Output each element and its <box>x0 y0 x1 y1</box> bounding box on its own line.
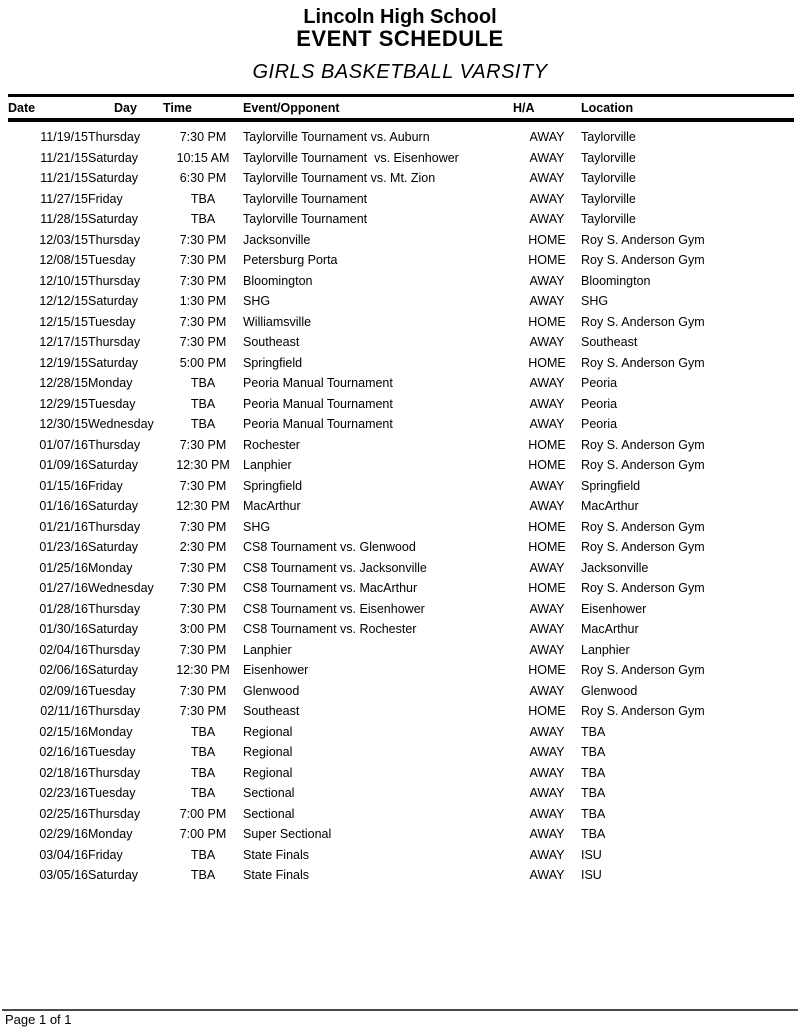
cell-ha: AWAY <box>529 130 565 145</box>
cell-time: 7:30 PM <box>179 273 227 288</box>
cell-event: Glenwood <box>243 683 300 698</box>
cell-location: Eisenhower <box>581 601 647 616</box>
cell-day: Tuesday <box>88 314 136 329</box>
cell-ha: AWAY <box>529 560 565 575</box>
cell-location: TBA <box>581 827 606 842</box>
cell-location: Roy S. Anderson Gym <box>581 437 705 452</box>
cell-time: 12:30 PM <box>176 458 230 473</box>
table-row <box>8 763 794 784</box>
cell-event: Lanphier <box>243 458 292 473</box>
cell-day: Thursday <box>88 335 141 350</box>
cell-location: Roy S. Anderson Gym <box>581 519 705 534</box>
cell-time: 7:30 PM <box>179 314 227 329</box>
cell-location: Roy S. Anderson Gym <box>581 232 705 247</box>
cell-day: Thursday <box>88 273 141 288</box>
cell-ha: AWAY <box>529 847 565 862</box>
cell-location: Glenwood <box>581 683 638 698</box>
cell-day: Tuesday <box>88 683 136 698</box>
cell-day: Thursday <box>88 765 141 780</box>
cell-date: 02/29/16 <box>39 827 88 842</box>
table-row <box>8 189 794 210</box>
cell-location: Bloomington <box>581 273 651 288</box>
cell-ha: AWAY <box>529 601 565 616</box>
cell-day: Thursday <box>88 704 141 719</box>
school-name: Lincoln High School <box>303 6 497 28</box>
cell-time: 7:30 PM <box>179 130 227 145</box>
table-row <box>8 742 794 763</box>
table-row <box>8 394 794 415</box>
cell-day: Saturday <box>88 458 139 473</box>
cell-ha: AWAY <box>529 191 565 206</box>
cell-day: Tuesday <box>88 786 136 801</box>
cell-time: 7:00 PM <box>179 806 227 821</box>
cell-location: Jacksonville <box>581 560 649 575</box>
cell-time: TBA <box>190 745 216 760</box>
page-number: Page 1 of 1 <box>5 1012 72 1027</box>
cell-date: 03/04/16 <box>39 847 88 862</box>
cell-location: ISU <box>581 868 602 883</box>
cell-ha: HOME <box>528 458 566 473</box>
cell-event: Jacksonville <box>243 232 311 247</box>
cell-date: 02/11/16 <box>40 704 88 719</box>
page-header <box>0 6 800 83</box>
cell-event: Springfield <box>243 355 303 370</box>
cell-day: Thursday <box>88 232 141 247</box>
cell-date: 01/09/16 <box>39 458 88 473</box>
cell-date: 01/07/16 <box>39 437 88 452</box>
cell-day: Thursday <box>88 601 141 616</box>
cell-time: TBA <box>190 212 216 227</box>
cell-time: 5:00 PM <box>179 355 227 370</box>
cell-ha: AWAY <box>529 171 565 186</box>
cell-ha: AWAY <box>529 499 565 514</box>
cell-date: 12/12/15 <box>39 294 88 309</box>
column-header-location: Location <box>581 96 794 121</box>
cell-date: 01/23/16 <box>39 540 88 555</box>
cell-date: 03/05/16 <box>39 868 88 883</box>
cell-time: TBA <box>190 191 216 206</box>
page-footer <box>0 1009 800 1027</box>
cell-day: Monday <box>88 560 133 575</box>
cell-day: Thursday <box>88 519 141 534</box>
cell-date: 11/21/15 <box>40 150 88 165</box>
cell-day: Saturday <box>88 171 139 186</box>
cell-date: 12/19/15 <box>39 355 88 370</box>
cell-time: 7:30 PM <box>179 704 227 719</box>
table-row <box>8 804 794 825</box>
cell-date: 12/29/15 <box>39 396 88 411</box>
table-row <box>8 414 794 435</box>
cell-event: Taylorville Tournament vs. Mt. Zion <box>243 171 436 186</box>
cell-date: 01/25/16 <box>39 560 88 575</box>
cell-day: Wednesday <box>88 581 154 596</box>
cell-location: Roy S. Anderson Gym <box>581 663 705 678</box>
cell-ha: AWAY <box>529 273 565 288</box>
cell-event: Sectional <box>243 786 295 801</box>
table-header-row <box>8 96 794 121</box>
cell-location: Taylorville <box>581 150 636 165</box>
cell-ha: HOME <box>528 232 566 247</box>
column-header-day: Day <box>88 96 163 121</box>
cell-time: 12:30 PM <box>176 499 230 514</box>
cell-day: Saturday <box>88 212 139 227</box>
cell-date: 02/06/16 <box>39 663 88 678</box>
table-row <box>8 824 794 845</box>
cell-date: 01/16/16 <box>39 499 88 514</box>
cell-location: Taylorville <box>581 191 636 206</box>
cell-day: Monday <box>88 827 133 842</box>
table-row <box>8 517 794 538</box>
cell-ha: HOME <box>528 581 566 596</box>
table-row <box>8 271 794 292</box>
table-row <box>8 537 794 558</box>
cell-event: CS8 Tournament vs. MacArthur <box>243 581 418 596</box>
cell-event: Lanphier <box>243 642 292 657</box>
cell-date: 12/17/15 <box>39 335 88 350</box>
cell-ha: AWAY <box>529 150 565 165</box>
cell-time: TBA <box>190 765 216 780</box>
cell-ha: HOME <box>528 437 566 452</box>
table-row <box>8 250 794 271</box>
cell-time: TBA <box>190 786 216 801</box>
cell-time: TBA <box>190 417 216 432</box>
table-row <box>8 496 794 517</box>
cell-date: 01/21/16 <box>39 519 88 534</box>
cell-time: 10:15 AM <box>176 150 230 165</box>
cell-location: Peoria <box>581 417 618 432</box>
cell-location: Roy S. Anderson Gym <box>581 704 705 719</box>
cell-ha: AWAY <box>529 396 565 411</box>
cell-date: 11/19/15 <box>40 130 88 145</box>
table-row <box>8 148 794 169</box>
cell-date: 01/15/16 <box>39 478 88 493</box>
cell-day: Tuesday <box>88 396 136 411</box>
cell-time: 7:00 PM <box>179 827 227 842</box>
cell-ha: AWAY <box>529 765 565 780</box>
table-row <box>8 845 794 866</box>
cell-event: SHG <box>243 519 271 534</box>
cell-time: 3:00 PM <box>179 622 227 637</box>
cell-event: Regional <box>243 724 293 739</box>
cell-event: Peoria Manual Tournament <box>243 396 393 411</box>
cell-ha: AWAY <box>529 212 565 227</box>
cell-day: Saturday <box>88 150 139 165</box>
cell-ha: AWAY <box>529 642 565 657</box>
cell-location: Roy S. Anderson Gym <box>581 581 705 596</box>
cell-ha: AWAY <box>529 376 565 391</box>
cell-time: 7:30 PM <box>179 253 227 268</box>
cell-ha: AWAY <box>529 478 565 493</box>
table-row <box>8 353 794 374</box>
cell-ha: AWAY <box>529 417 565 432</box>
cell-location: MacArthur <box>581 622 639 637</box>
table-row <box>8 209 794 230</box>
table-row <box>8 865 794 886</box>
cell-time: 7:30 PM <box>179 601 227 616</box>
cell-date: 12/15/15 <box>39 314 88 329</box>
cell-ha: AWAY <box>529 745 565 760</box>
cell-time: 6:30 PM <box>179 171 227 186</box>
cell-date: 02/09/16 <box>39 683 88 698</box>
cell-event: Taylorville Tournament vs. Eisenhower <box>243 150 459 165</box>
cell-location: TBA <box>581 786 606 801</box>
cell-ha: AWAY <box>529 683 565 698</box>
table-row <box>8 168 794 189</box>
cell-day: Friday <box>88 478 123 493</box>
cell-time: TBA <box>190 847 216 862</box>
cell-date: 12/03/15 <box>39 232 88 247</box>
cell-time: 7:30 PM <box>179 560 227 575</box>
footer-rule <box>2 1009 798 1011</box>
cell-location: Roy S. Anderson Gym <box>581 314 705 329</box>
cell-time: 7:30 PM <box>179 232 227 247</box>
cell-day: Thursday <box>88 642 141 657</box>
cell-location: Springfield <box>581 478 641 493</box>
cell-location: Taylorville <box>581 130 636 145</box>
cell-date: 02/18/16 <box>39 765 88 780</box>
cell-location: Taylorville <box>581 171 636 186</box>
cell-date: 02/04/16 <box>39 642 88 657</box>
cell-ha: HOME <box>528 519 566 534</box>
cell-day: Wednesday <box>88 417 154 432</box>
cell-event: MacArthur <box>243 499 301 514</box>
cell-time: TBA <box>190 724 216 739</box>
cell-event: CS8 Tournament vs. Glenwood <box>243 540 416 555</box>
cell-event: Springfield <box>243 478 303 493</box>
cell-event: Taylorville Tournament <box>243 191 368 206</box>
cell-event: CS8 Tournament vs. Jacksonville <box>243 560 427 575</box>
cell-date: 11/27/15 <box>40 191 88 206</box>
cell-event: Regional <box>243 745 293 760</box>
cell-day: Thursday <box>88 437 141 452</box>
cell-date: 12/28/15 <box>39 376 88 391</box>
cell-day: Saturday <box>88 499 139 514</box>
cell-day: Monday <box>88 724 133 739</box>
cell-date: 12/10/15 <box>39 273 88 288</box>
cell-ha: AWAY <box>529 622 565 637</box>
cell-day: Saturday <box>88 355 139 370</box>
column-header-date: Date <box>8 96 88 121</box>
cell-ha: AWAY <box>529 827 565 842</box>
cell-event: CS8 Tournament vs. Eisenhower <box>243 601 425 616</box>
cell-date: 02/25/16 <box>39 806 88 821</box>
table-row <box>8 640 794 661</box>
cell-time: 7:30 PM <box>179 437 227 452</box>
table-row <box>8 291 794 312</box>
cell-day: Friday <box>88 847 123 862</box>
table-row <box>8 783 794 804</box>
cell-event: State Finals <box>243 847 310 862</box>
table-row <box>8 681 794 702</box>
page-title: EVENT SCHEDULE <box>296 26 504 51</box>
cell-ha: AWAY <box>529 786 565 801</box>
cell-date: 12/08/15 <box>39 253 88 268</box>
cell-event: Super Sectional <box>243 827 332 842</box>
cell-location: TBA <box>581 765 606 780</box>
cell-day: Saturday <box>88 540 139 555</box>
table-row <box>8 558 794 579</box>
cell-day: Thursday <box>88 806 141 821</box>
cell-ha: AWAY <box>529 335 565 350</box>
cell-location: TBA <box>581 724 606 739</box>
cell-location: TBA <box>581 806 606 821</box>
cell-time: 7:30 PM <box>179 581 227 596</box>
cell-location: Taylorville <box>581 212 636 227</box>
cell-event: State Finals <box>243 868 310 883</box>
cell-day: Saturday <box>88 868 139 883</box>
cell-date: 01/27/16 <box>39 581 88 596</box>
cell-location: SHG <box>581 294 609 309</box>
cell-day: Monday <box>88 376 133 391</box>
cell-time: 12:30 PM <box>176 663 230 678</box>
cell-location: ISU <box>581 847 602 862</box>
cell-date: 01/30/16 <box>39 622 88 637</box>
cell-location: Peoria <box>581 396 618 411</box>
cell-location: TBA <box>581 745 606 760</box>
table-row <box>8 578 794 599</box>
cell-event: CS8 Tournament vs. Rochester <box>243 622 417 637</box>
cell-ha: AWAY <box>529 868 565 883</box>
cell-event: Bloomington <box>243 273 313 288</box>
cell-day: Friday <box>88 191 123 206</box>
column-header-time: Time <box>163 96 243 121</box>
column-header-ha: H/A <box>513 96 581 121</box>
cell-event: Taylorville Tournament vs. Auburn <box>243 130 430 145</box>
cell-event: SHG <box>243 294 271 309</box>
team-subtitle: GIRLS BASKETBALL VARSITY <box>252 61 548 83</box>
cell-time: TBA <box>190 376 216 391</box>
table-row <box>8 476 794 497</box>
cell-ha: HOME <box>528 540 566 555</box>
cell-ha: AWAY <box>529 806 565 821</box>
cell-location: MacArthur <box>581 499 639 514</box>
cell-ha: HOME <box>528 355 566 370</box>
cell-ha: HOME <box>528 253 566 268</box>
cell-time: 7:30 PM <box>179 642 227 657</box>
cell-event: Peoria Manual Tournament <box>243 376 393 391</box>
column-header-event: Event/Opponent <box>243 96 513 121</box>
cell-event: Eisenhower <box>243 663 309 678</box>
cell-time: 2:30 PM <box>179 540 227 555</box>
cell-location: Peoria <box>581 376 618 391</box>
cell-event: Williamsville <box>243 314 312 329</box>
cell-ha: AWAY <box>529 294 565 309</box>
cell-day: Saturday <box>88 294 139 309</box>
cell-location: Roy S. Anderson Gym <box>581 540 705 555</box>
table-row <box>8 701 794 722</box>
cell-time: 7:30 PM <box>179 519 227 534</box>
table-row <box>8 599 794 620</box>
cell-date: 02/23/16 <box>39 786 88 801</box>
table-row <box>8 332 794 353</box>
cell-day: Thursday <box>88 130 141 145</box>
cell-event: Regional <box>243 765 293 780</box>
cell-time: TBA <box>190 868 216 883</box>
table-row <box>8 373 794 394</box>
cell-date: 01/28/16 <box>39 601 88 616</box>
cell-day: Tuesday <box>88 745 136 760</box>
cell-time: TBA <box>190 396 216 411</box>
cell-event: Taylorville Tournament <box>243 212 368 227</box>
cell-time: 7:30 PM <box>179 683 227 698</box>
cell-ha: AWAY <box>529 724 565 739</box>
cell-location: Lanphier <box>581 642 630 657</box>
cell-date: 02/15/16 <box>39 724 88 739</box>
cell-time: 7:30 PM <box>179 335 227 350</box>
table-row <box>8 619 794 640</box>
table-row <box>8 722 794 743</box>
cell-ha: HOME <box>528 314 566 329</box>
cell-day: Saturday <box>88 622 139 637</box>
cell-ha: HOME <box>528 704 566 719</box>
cell-event: Petersburg Porta <box>243 253 338 268</box>
cell-location: Roy S. Anderson Gym <box>581 253 705 268</box>
schedule-table <box>8 94 794 886</box>
cell-event: Peoria Manual Tournament <box>243 417 393 432</box>
table-row <box>8 120 794 148</box>
cell-time: 1:30 PM <box>179 294 227 309</box>
cell-location: Southeast <box>581 335 638 350</box>
cell-time: 7:30 PM <box>179 478 227 493</box>
cell-event: Southeast <box>243 704 300 719</box>
cell-event: Sectional <box>243 806 295 821</box>
cell-location: Roy S. Anderson Gym <box>581 355 705 370</box>
cell-date: 12/30/15 <box>39 417 88 432</box>
cell-ha: HOME <box>528 663 566 678</box>
table-row <box>8 435 794 456</box>
table-row <box>8 312 794 333</box>
table-row <box>8 455 794 476</box>
cell-event: Southeast <box>243 335 300 350</box>
cell-date: 11/28/15 <box>40 212 88 227</box>
cell-event: Rochester <box>243 437 300 452</box>
cell-date: 11/21/15 <box>40 171 88 186</box>
table-row <box>8 230 794 251</box>
cell-date: 02/16/16 <box>39 745 88 760</box>
table-row <box>8 660 794 681</box>
cell-day: Tuesday <box>88 253 136 268</box>
cell-day: Saturday <box>88 663 139 678</box>
cell-location: Roy S. Anderson Gym <box>581 458 705 473</box>
